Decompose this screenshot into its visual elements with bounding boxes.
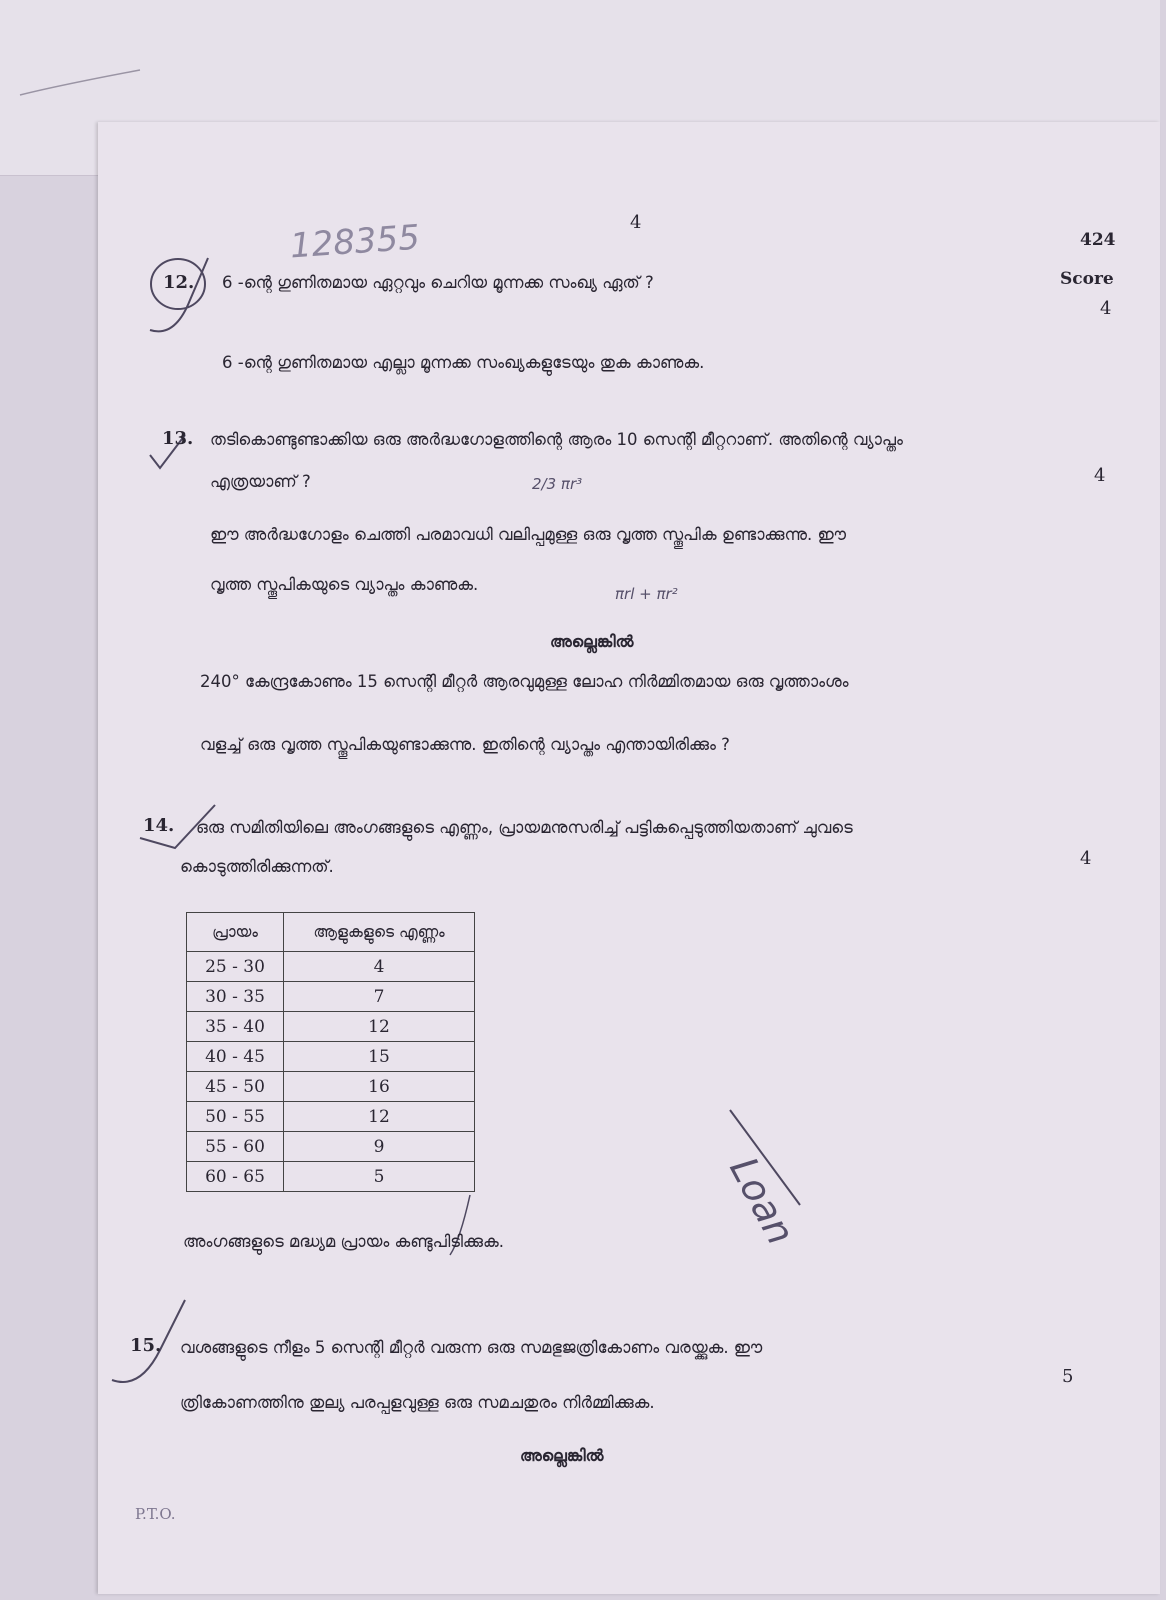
table-row [187,982,475,1012]
count-cell: 4 [284,952,475,982]
handwritten-stamp: Loan [721,1150,804,1252]
question-number: 12. [163,272,195,293]
question-number: 13. [162,428,194,449]
count-cell: 16 [284,1072,475,1102]
age-cell: 45 - 50 [187,1072,284,1102]
age-frequency-table [186,912,475,1192]
page-number: 4 [630,212,642,233]
count-cell: 15 [284,1042,475,1072]
question-text: കൊടുത്തിരിക്കുന്നത്. [180,857,334,876]
question-text: വശങ്ങളുടെ നീളം 5 സെന്റി മീറ്റർ വരുന്ന ഒരു സമഭുജത്രികോണം വരയ്ക്കുക. ഈ [180,1338,763,1357]
question-text: 6 -ന്റെ ഗുണിതമായ എല്ലാ മൂന്നക്ക സംഖ്യകളുടേയും തുക കാണുക. [222,353,705,372]
table-row [187,1132,475,1162]
table-header-row [187,913,475,952]
question-text: ഒരു സമിതിയിലെ അംഗങ്ങളുടെ എണ്ണം, പ്രായമനുസരിച്ച് പട്ടികപ്പെടുത്തിയതാണ് ചുവടെ [196,818,853,837]
count-cell: 5 [284,1162,475,1192]
or-label: അല്ലെങ്കിൽ [550,632,634,651]
or-label: അല്ലെങ്കിൽ [520,1446,604,1465]
question-text: വൃത്ത സ്തൂപികയുടെ വ്യാപ്തം കാണുക. [210,575,479,594]
age-cell: 25 - 30 [187,952,284,982]
question-text: ത്രികോണത്തിനു തുല്യ പരപ്പളവുള്ള ഒരു സമചതുരം നിർമ്മിക്കുക. [180,1393,655,1412]
count-cell: 9 [284,1132,475,1162]
handwritten-formula: πrl + πr² [615,585,678,603]
question-number: 14. [143,815,175,836]
handwritten-formula: 2/3 πr³ [532,475,583,493]
question-text: 6 -ന്റെ ഗുണിതമായ ഏറ്റവും ചെറിയ മൂന്നക്ക സംഖ്യ ഏത് ? [222,273,654,292]
table-row [187,952,475,982]
question-text: അംഗങ്ങളുടെ മദ്ധ്യമ പ്രായം കണ്ടുപിടിക്കുക. [183,1232,504,1251]
count-cell: 7 [284,982,475,1012]
question-score: 4 [1100,298,1112,319]
question-score: 5 [1062,1366,1074,1387]
table-header-count: ആളുകളുടെ എണ്ണം [284,913,475,952]
table-row [187,1102,475,1132]
age-cell: 30 - 35 [187,982,284,1012]
handwritten-roll-number: 128355 [288,217,422,267]
table-row [187,1072,475,1102]
question-text: എത്രയാണ് ? [210,472,311,491]
question-text: തടികൊണ്ടുണ്ടാക്കിയ ഒരു അർദ്ധഗോളത്തിന്റെ ആരം 10 സെന്റി മീറ്ററാണ്. അതിന്റെ വ്യാപ്തം [210,430,903,449]
paper-code: 424 [1080,230,1116,250]
age-cell: 35 - 40 [187,1012,284,1042]
table-row [187,1042,475,1072]
question-alt-text: 240° കേന്ദ്രകോണും 15 സെന്റി മീറ്റർ ആരവുമുള്ള ലോഹ നിർമ്മിതമായ ഒരു വൃത്താംശം [200,672,849,691]
count-cell: 12 [284,1102,475,1132]
question-number: 15. [130,1335,162,1356]
table-header-age: പ്രായം [187,913,284,952]
table-row [187,1162,475,1192]
age-cell: 50 - 55 [187,1102,284,1132]
pto-label: P.T.O. [135,1505,176,1523]
question-score: 4 [1094,465,1106,486]
question-text: ഈ അർദ്ധഗോളം ചെത്തി പരമാവധി വലിപ്പമുള്ള ഒരു വൃത്ത സ്തൂപിക ഉണ്ടാക്കുന്നു. ഈ [210,525,846,544]
age-cell: 60 - 65 [187,1162,284,1192]
question-alt-text: വളച്ച് ഒരു വൃത്ത സ്തൂപികയുണ്ടാക്കുന്നു. ഇതിന്റെ വ്യാപ്തം എന്തായിരിക്കും ? [200,735,730,754]
age-cell: 40 - 45 [187,1042,284,1072]
score-heading: Score [1060,269,1114,289]
table-row [187,1012,475,1042]
count-cell: 12 [284,1012,475,1042]
age-cell: 55 - 60 [187,1132,284,1162]
question-score: 4 [1080,848,1092,869]
